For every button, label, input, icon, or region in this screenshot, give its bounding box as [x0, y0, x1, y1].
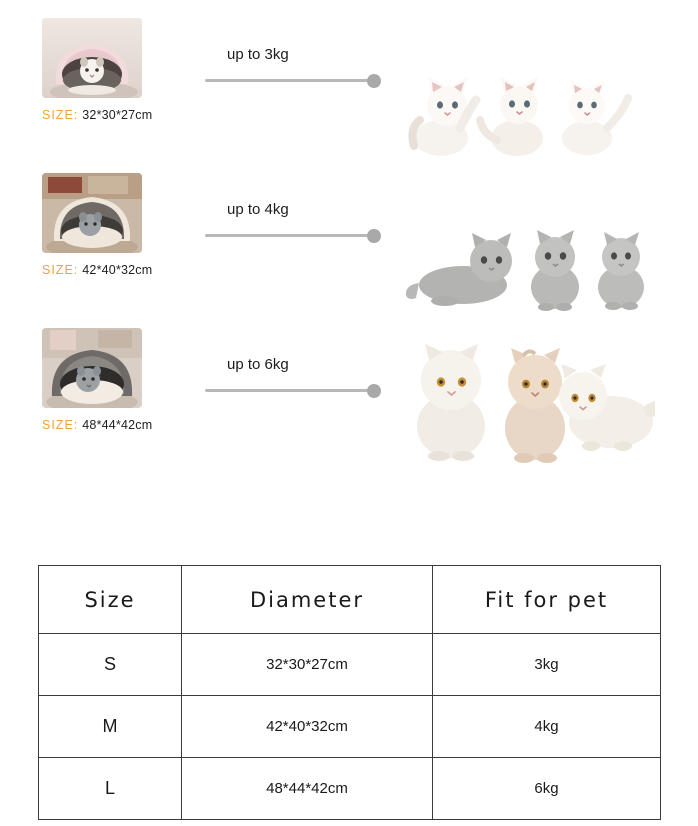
table-cell-fit: 6kg	[433, 758, 661, 820]
table-row	[39, 758, 661, 820]
table-cell-size: S	[39, 634, 182, 696]
cat-bed-medium-image	[42, 173, 142, 253]
arrow-indicator	[205, 384, 405, 398]
size-row	[0, 328, 698, 483]
cat-bed-large-image	[42, 328, 142, 408]
weight-arrow-column	[205, 173, 405, 243]
table-header-size: Size	[39, 566, 182, 634]
size-label	[42, 263, 152, 277]
arrow-bar	[205, 234, 375, 237]
weight-text: up to 3kg	[227, 46, 289, 63]
product-column	[0, 18, 205, 122]
arrow-dot-icon	[367, 74, 381, 88]
weight-text: up to 6kg	[227, 356, 289, 373]
table-cell-size: M	[39, 696, 182, 758]
size-chart-table-wrapper	[38, 565, 660, 820]
grey-british-shorthair-cats-photo	[405, 173, 698, 313]
table-cell-fit: 3kg	[433, 634, 661, 696]
size-chart-table	[38, 565, 661, 820]
table-header-fit-for-pet: Fit for pet	[433, 566, 661, 634]
weight-text: up to 4kg	[227, 201, 289, 218]
arrow-bar	[205, 79, 375, 82]
arrow-dot-icon	[367, 384, 381, 398]
size-label	[42, 108, 152, 122]
table-row	[39, 696, 661, 758]
arrow-bar	[205, 389, 375, 392]
size-label-value: 48*44*42cm	[82, 418, 153, 432]
table-cell-diameter: 32*30*27cm	[182, 634, 433, 696]
table-cell-fit: 4kg	[433, 696, 661, 758]
size-label-key: SIZE:	[42, 418, 79, 432]
size-row	[0, 173, 698, 328]
arrow-dot-icon	[367, 229, 381, 243]
weight-arrow-column	[205, 328, 405, 398]
white-kittens-photo	[405, 18, 698, 158]
table-header-row	[39, 566, 661, 634]
table-cell-size: L	[39, 758, 182, 820]
arrow-indicator	[205, 74, 405, 88]
product-column	[0, 173, 205, 277]
table-header-diameter: Diameter	[182, 566, 433, 634]
size-row	[0, 18, 698, 173]
size-label-key: SIZE:	[42, 108, 79, 122]
table-cell-diameter: 42*40*32cm	[182, 696, 433, 758]
cat-bed-small-image	[42, 18, 142, 98]
product-column	[0, 328, 205, 432]
table-cell-diameter: 48*44*42cm	[182, 758, 433, 820]
size-label	[42, 418, 152, 432]
persian-cats-photo	[405, 328, 698, 468]
size-label-value: 42*40*32cm	[82, 263, 153, 277]
weight-arrow-column	[205, 18, 405, 88]
table-row	[39, 634, 661, 696]
size-label-key: SIZE:	[42, 263, 79, 277]
arrow-indicator	[205, 229, 405, 243]
size-label-value: 32*30*27cm	[82, 108, 153, 122]
